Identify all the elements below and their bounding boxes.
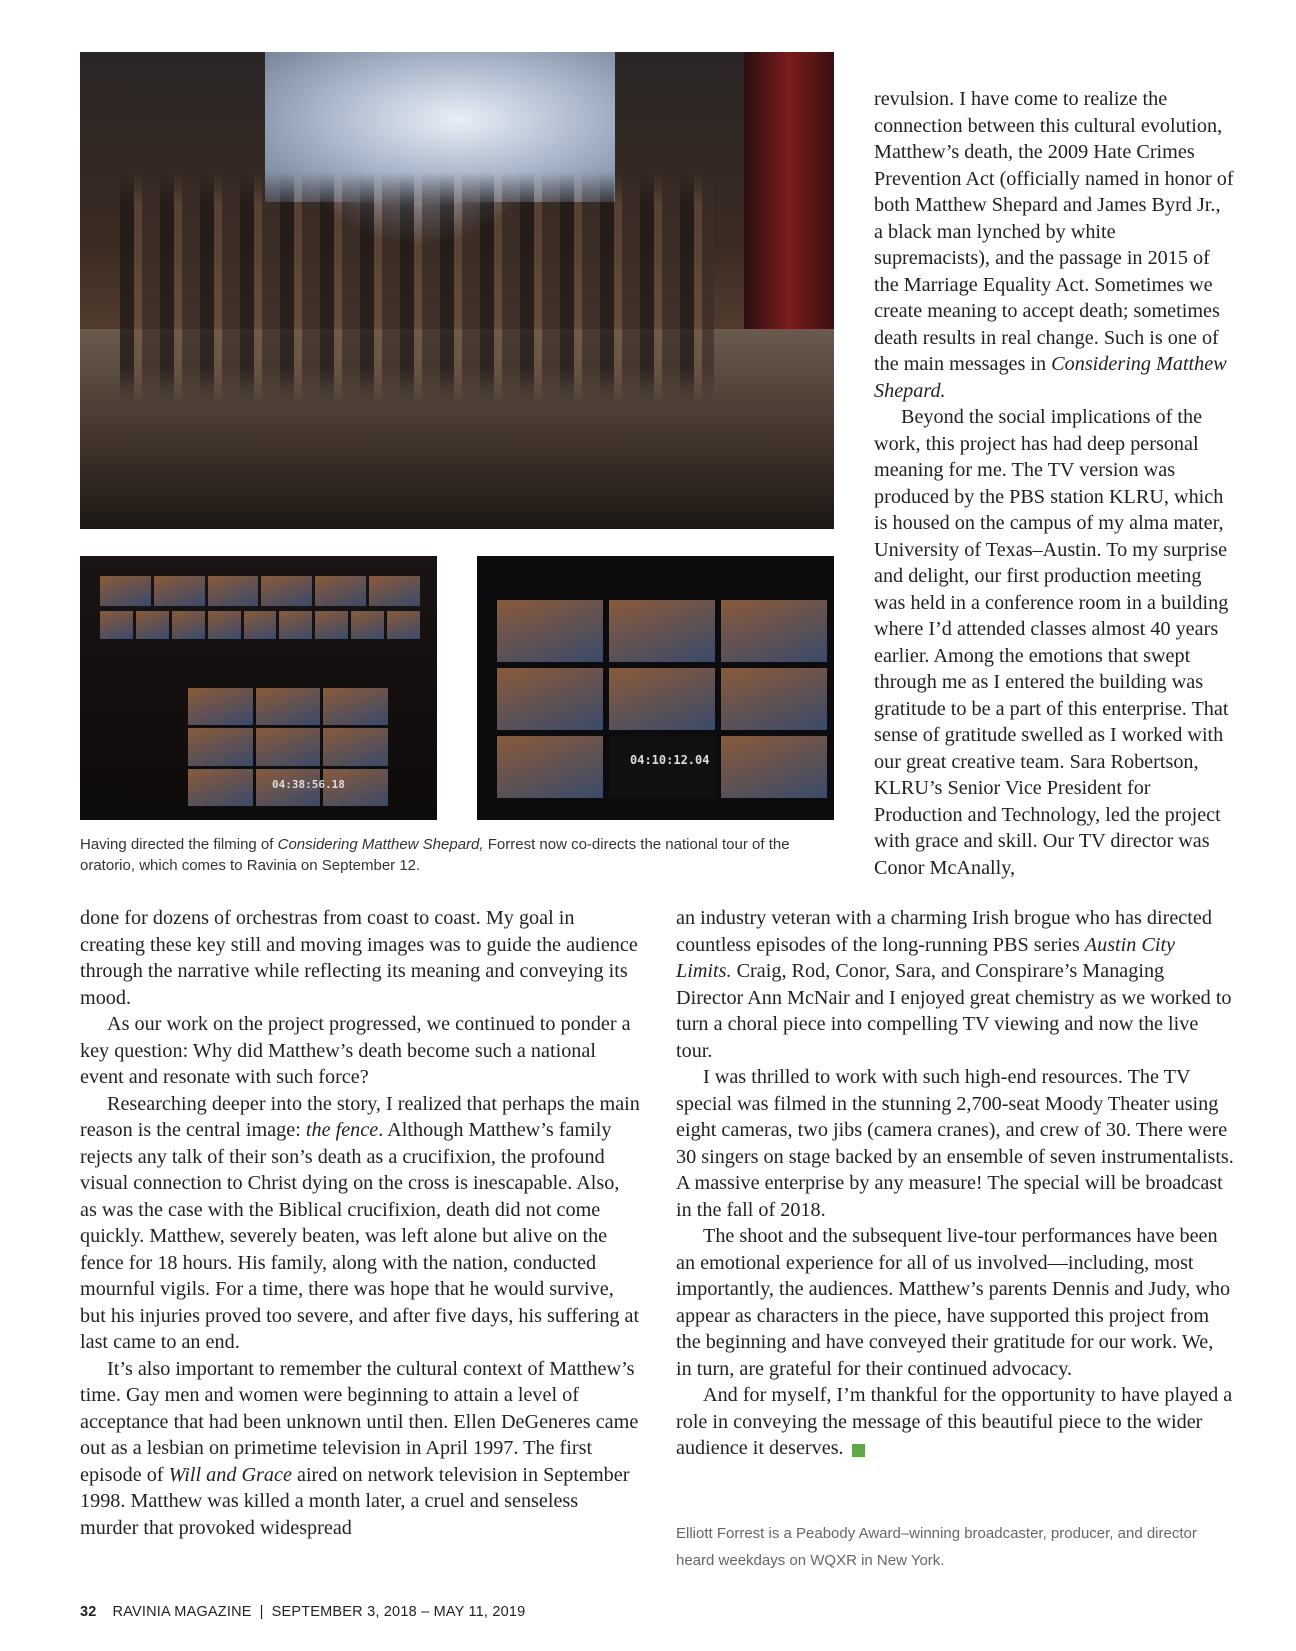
footer-separator: |: [259, 1604, 264, 1620]
control-room-photo: [80, 556, 437, 820]
stage-photo: [80, 52, 834, 529]
upper-monitor-row: [100, 576, 420, 606]
multiview-monitor-photo: [477, 556, 834, 820]
stage-curtain: [744, 52, 834, 352]
author-bio: Elliott Forrest is a Peabody Award–winning broadcaster, producer, and director heard weekdays on WQXR in New York.: [676, 1525, 1197, 1569]
article-column-right: [676, 905, 1234, 1462]
multiview-grid: [497, 600, 827, 798]
caption-text-end: Forrest now co-directs the national tour of the oratorio, which comes to Ravinia on September 12.: [80, 836, 790, 874]
paragraph: I was thrilled to work with such high-end resources. The TV special was filmed in the stunning 2,700-seat Moody Theater using eight cameras, two jibs (camera cranes), and crew of 30. There were 30 singers on stage backed by an ensemble of seven instrumentalists. A massive enterprise by any measure! The special will be broadcast in the fall of 2018.: [676, 1066, 1234, 1221]
choir-figures: [120, 172, 714, 402]
end-mark-icon: R: [852, 1444, 865, 1457]
emphasis: the fence: [305, 1119, 379, 1141]
paragraph: Researching deeper into the story, I realized that perhaps the main reason is the central image: the fence. Although Matthew’s family rejects any talk of their son’s death as a crucifixion, the profound visual connection to Christ dying on the cross is inescapable. Also, as was the case with the Biblical crucifixion, death did not come quickly. Matthew, severely beaten, was left alone but alive on the fence for 18 hours. His family, along with the nation, conducted mournful vigils. For a time, there was hope that he would survive, but his injuries proved too severe, and after five days, his suffering at last came to an end.: [80, 1092, 640, 1353]
paragraph: revulsion. I have come to realize the connection between this cultural evolution, Matthew’s death, the 2009 Hate Crimes Prevention Act (officially named in honor of both Matthew Shepard and James Byrd Jr., a black man lynched by white supremacists), and the passage in 2015 of the Marriage Equality Act. Sometimes we create meaning to accept death; sometimes death results in real change. Such is one of the main messages in Considering Matthew Shepard.: [874, 88, 1234, 402]
paragraph: The shoot and the subsequent live-tour performances have been an emotional experience for all of us involved—including, most importantly, the audiences. Matthew’s parents Dennis and Judy, who appear as characters in the piece, have supported this project from the beginning and have conveyed their gratitude for our work. We, in turn, are grateful for their continued advocacy.: [676, 1225, 1231, 1380]
photo-caption: [80, 834, 840, 876]
paragraph: an industry veteran with a charming Irish brogue who has directed countless episodes of the long-running PBS series Austin City Limits. Craig, Rod, Conor, Sara, and Conspirare’s Managing Director Ann McNair and I enjoyed great chemistry as we worked to turn a choral piece into compelling TV viewing and now the live tour.: [676, 907, 1232, 1062]
paragraph: And for myself, I’m thankful for the opportunity to have played a role in conveying the message of this beautiful piece to the wider audience it deserves. R: [676, 1384, 1233, 1459]
issue-dates: SEPTEMBER 3, 2018 – MAY 11, 2019: [271, 1604, 526, 1620]
paragraph: It’s also important to remember the cultural context of Matthew’s time. Gay men and women were beginning to attain a level of acceptance that had been unknown until then. Ellen DeGeneres came out as a lesbian on primetime television in April 1997. The first episode of Will and Grace aired on network television in September 1998. Matthew was killed a month later, a cruel and senseless murder that provoked widespread: [80, 1357, 639, 1539]
middle-monitor-row: [100, 611, 420, 639]
article-column-top: [874, 86, 1234, 881]
work-title: Considering Matthew Shepard.: [874, 353, 1227, 402]
page-number: 32: [80, 1604, 97, 1620]
control-timecode: 04:38:56.18: [272, 778, 345, 791]
magazine-name: RAVINIA MAGAZINE: [112, 1604, 252, 1620]
paragraph: As our work on the project progressed, we continued to ponder a key question: Why did Matthew’s death become such a national event and resonate with such force?: [80, 1013, 631, 1088]
show-title: Will and Grace: [168, 1463, 292, 1486]
paragraph: done for dozens of orchestras from coast to coast. My goal in creating these key still and moving images was to guide the audience through the narrative while reflecting its meaning and conveying its mood.: [80, 907, 638, 1009]
paragraph: Beyond the social implications of the work, this project has had deep personal meaning for me. The TV version was produced by the PBS station KLRU, which is housed on the campus of my alma mater, University of Texas–Austin. To my surprise and delight, our first production meeting was held in a conference room in a building where I’d attended classes almost 40 years earlier. Among the emotions that swept through me as I entered the building was gratitude to be a part of this enterprise. That sense of gratitude swelled as I worked with our great creative team. Sara Robertson, KLRU’s Senior Vice President for Production and Technology, led the project with grace and skill. Our TV director was Conor McAnally,: [874, 406, 1229, 879]
show-title: Austin City Limits.: [676, 933, 1176, 982]
monitors-timecode: 04:10:12.04: [630, 753, 710, 767]
article-column-left: [80, 905, 640, 1541]
page-footer: [80, 1604, 525, 1620]
caption-text: Having directed the filming of: [80, 836, 278, 853]
caption-title: Considering Matthew Shepard,: [277, 836, 484, 853]
